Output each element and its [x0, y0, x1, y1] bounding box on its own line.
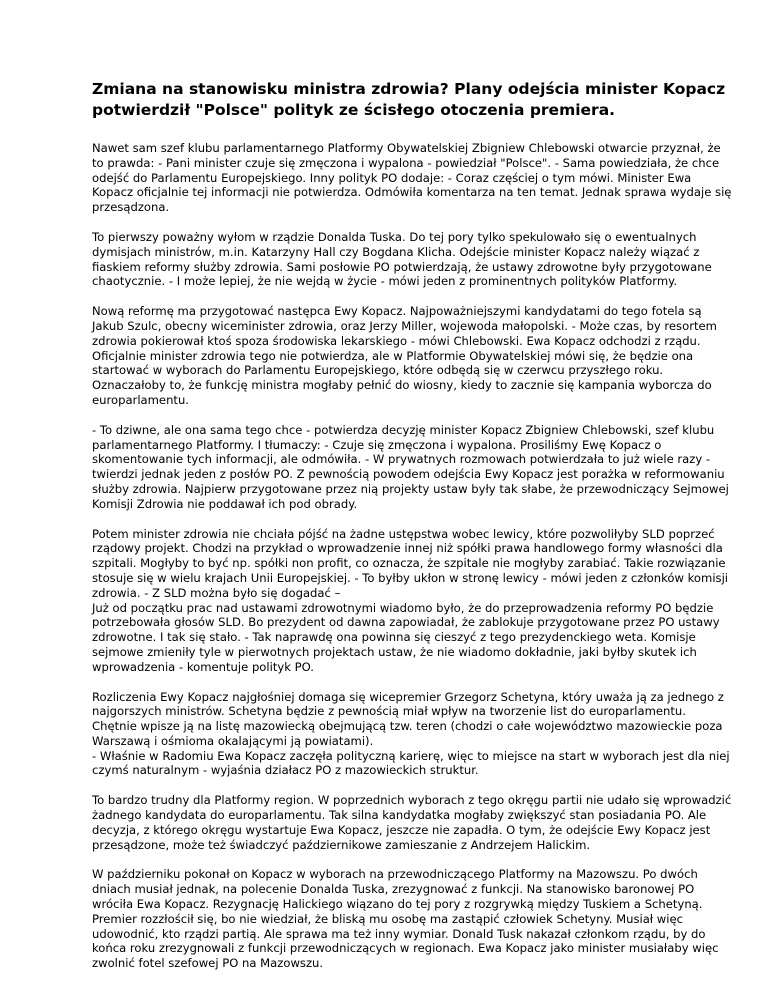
paragraph-text: Rozliczenia Ewy Kopacz najgłośniej domaga się wicepremier Grzegorz Schetyna, który uważa ją za jednego z najgorszych ministrów. Schetyna będzie z pewnością miał wpływ na tworzenie list do europarlamentu. Chętnie wpisze ją na listę mazowiecką obejmującą tzw. teren (chodzi o całe województwo mazowieckie poza Warszawą i ośmioma okalającymi ją powiatami). — [92, 689, 724, 748]
article-title: Zmiana na stanowisku ministra zdrowia? Plany odejścia minister Kopacz potwierdził "Polsce" polityk ze ścisłego otoczenia premiera. — [92, 80, 726, 119]
paragraph-2 — [92, 230, 732, 289]
paragraph-text: To bardzo trudny dla Platformy region. W poprzednich wyborach z tego okręgu partii nie udało się wprowadzić żadnego kandydata do europarlamentu. Tak silna kandydatka mogłaby zwiększyć stan posiadania PO. Ale decyzja, z którego okręgu wystartuje Ewa Kopacz, jeszcze nie zapadła. O tym, że odejście Ewy Kopacz jest przesądzone, może też świadczyć październikowe zamieszanie z Andrzejem Halickim. — [92, 793, 732, 852]
paragraph-text: - To dziwne, ale ona sama tego chce - potwierdza decyzję minister Kopacz Zbigniew Chlebowski, szef klubu parlamentarnego Platformy. I tłumaczy: - Czuje się zmęczona i wypalona. Prosiliśmy Ewę Kopacz o skomentowanie tych informacji, ale odmówiła. - W prywatnych rozmowach potwierdzała to już wiele razy - twierdzi jednak jeden z posłów PO. Z pewnością powodem odejścia Ewy Kopacz jest porażka w reformowaniu służby zdrowia. Najpierw przygotowane przez nią projekty ustaw były tak słabe, że przewodniczący Sejmowej Komisji Zdrowia nie poddawał ich pod obrady. — [92, 422, 729, 511]
paragraph-8 — [92, 867, 732, 971]
paragraph-text: - Właśnie w Radomiu Ewa Kopacz zaczęła polityczną karierę, więc to miejsce na start w wyborach jest dla niej czymś naturalnym - wyjaśnia działacz PO z mazowieckich struktur. — [92, 748, 730, 778]
paragraph-text: To pierwszy poważny wyłom w rządzie Donalda Tuska. Do tej pory tylko spekulowało się o ewentualnych dymisjach ministrów, m.in. Katarzyny Hall czy Bogdana Klicha. Odejście minister Kopacz należy wiązać z fiaskiem reformy służby zdrowia. Sami posłowie PO potwierdzają, że ustawy zdrowotne były przygotowane chaotycznie. - I może lepiej, że nie wejdą w życie - mówi jeden z prominentnych polityków Platformy. — [92, 229, 712, 289]
paragraph-4 — [92, 423, 732, 512]
paragraph-text: Nawet sam szef klubu parlamentarnego Platformy Obywatelskiej Zbigniew Chlebowski otwarcie przyznał, że to prawda: - Pani minister czuje się zmęczona i wypalona - powiedział "Polsce". - Sama powiedziała, że chce odejść do Parlamentu Europejskiego. Inny polityk PO dodaje: - Coraz częściej o tym mówi. Minister Ewa Kopacz oficjalnie tej informacji nie potwierdza. Odmówiła komentarza na ten temat. Jednak sprawa wydaje się przesądzona. — [92, 141, 732, 215]
paragraph-1 — [92, 141, 732, 215]
paragraph-3 — [92, 304, 732, 408]
paragraph-7 — [92, 793, 732, 852]
paragraph-text: W październiku pokonał on Kopacz w wyborach na przewodniczącego Platformy na Mazowszu. Po dwóch dniach musiał jednak, na polecenie Donalda Tuska, zrezygnować z funkcji. Na stanowisko baronowej PO wróciła Ewa Kopacz. Rezygnację Halickiego wiązano do tej pory z rozgrywką między Tuskiem a Schetyną. Premier rozzłościł się, bo nie wiedział, że bliską mu osobę ma zastąpić człowiek Schetyny. Musiał więc udowodnić, kto rządzi partią. Ale sprawa ma też inny wymiar. Donald Tusk nakazał członkom rządu, by do końca roku zrezygnowali z funkcji przewodniczących w regionach. Ewa Kopacz jako minister musiałaby więc zwolnić fotel szefowej PO na Mazowszu. — [92, 867, 719, 971]
paragraph-text: Już od początku prac nad ustawami zdrowotnymi wiadomo było, że do przeprowadzenia reformy PO będzie potrzebowała głosów SLD. Bo prezydent od dawna zapowiadał, że zablokuje przygotowane przez PO ustawy zdrowotne. I tak się stało. - Tak naprawdę ona powinna się cieszyć z tego prezydenckiego weta. Komisje sejmowe zmieniły tyle w pierwotnych projektach ustaw, że nie wiadomo dokładnie, jaki byłby skutek ich wprowadzenia - komentuje polityk PO. — [92, 600, 720, 674]
paragraph-5 — [92, 527, 732, 675]
paragraph-text: Nową reformę ma przygotować następca Ewy Kopacz. Najpoważniejszymi kandydatami do tego fotela są Jakub Szulc, obecny wiceminister zdrowia, oraz Jerzy Miller, wojewoda małopolski. - Może czas, by resortem zdrowia pokierował ktoś spoza środowiska lekarskiego - mówi Chlebowski. Ewa Kopacz odchodzi z rządu. Oficjalnie minister zdrowia tego nie potwierdza, ale w Platformie Obywatelskiej mówi się, że będzie ona startować w wyborach do Parlamentu Europejskiego, które odbędą się w czerwcu przyszłego roku. Oznaczałoby to, że funkcję ministra mogłaby pełnić do wiosny, kiedy to zacznie się kampania wyborcza do europarlamentu. — [92, 304, 717, 407]
paragraph-6 — [92, 690, 732, 779]
paragraph-text: Potem minister zdrowia nie chciała pójść na żadne ustępstwa wobec lewicy, które pozwoliłyby SLD poprzeć rządowy projekt. Chodzi na przykład o wprowadzenie innej niż spółki prawa handlowego formy własności dla szpitali. Mogłyby to być np. spółki non profit, co oznacza, że szpitale nie mogłyby zarabiać. Takie rozwiązanie stosuje się w wielu krajach Unii Europejskiej. - To byłby ukłon w stronę lewicy - mówi jeden z członków komisji zdrowia. - Z SLD można było się dogadać – — [92, 526, 729, 600]
